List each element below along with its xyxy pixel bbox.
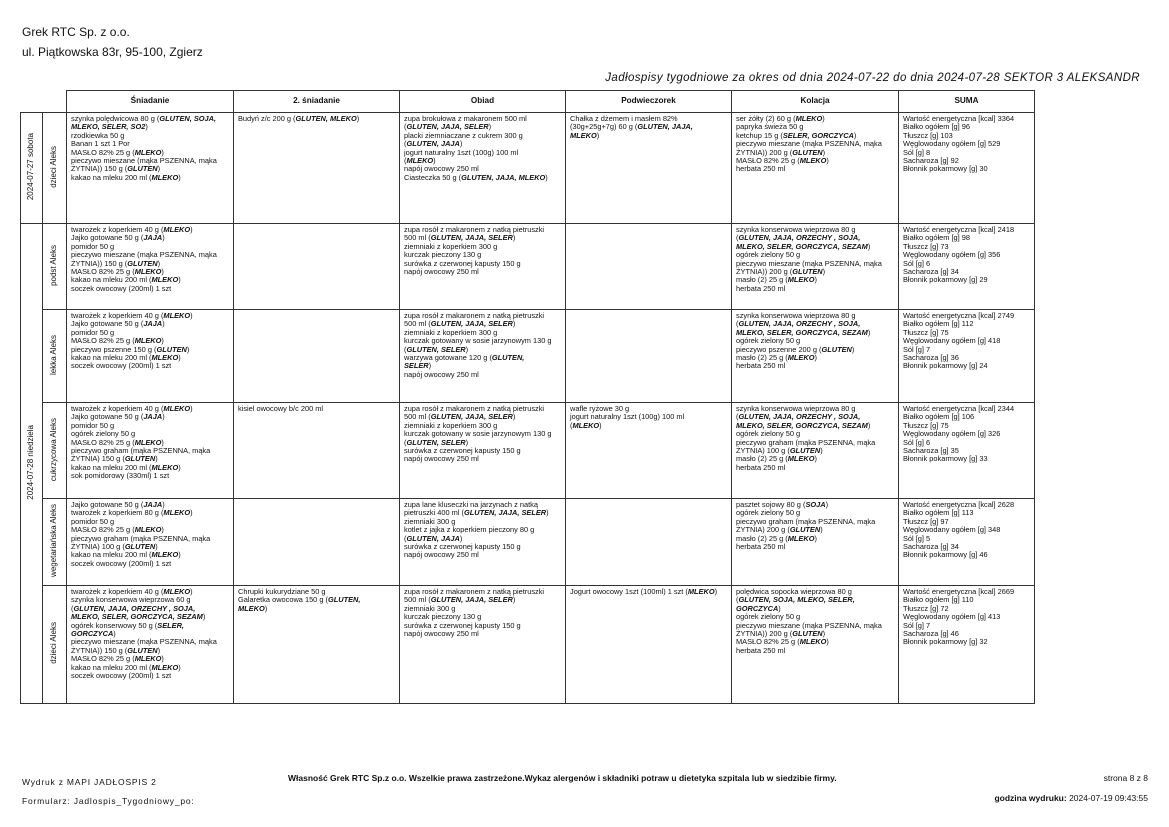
page-number: strona 8 z 8: [1103, 773, 1148, 783]
meal-line: Sacharoza [g] 36: [903, 353, 959, 363]
meal-line: twarożek z koperkiem 80 g (MLEKO): [71, 508, 193, 518]
printout-source: Wydruk z MAPI JADŁOSPIS 2: [22, 777, 157, 787]
meal-line: Sacharoza [g] 92: [903, 156, 959, 166]
meal-line: szynka konserwowa wieprzowa 80 g: [736, 225, 856, 234]
diet-label: [43, 310, 67, 403]
meal-line: zupa brokułowa z makaronem 500 ml: [404, 114, 527, 123]
meal-line: papryka świeża 50 g: [736, 122, 804, 132]
meal-line: Sacharoza [g] 35: [903, 446, 959, 456]
meal-cell-lunch: [400, 499, 566, 586]
meal-cell-second-breakfast: [234, 499, 400, 586]
meal-line: Węglowodany ogółem [g] 326: [903, 429, 1001, 439]
meal-line: Błonnik pokarmowy [g] 33: [903, 454, 988, 464]
meal-line: rzodkiewka 50 g: [71, 130, 125, 140]
diet-label: [43, 499, 67, 586]
meal-line: SELER): [404, 361, 432, 371]
meal-line: Sacharoza [g] 34: [903, 267, 959, 277]
meal-line: Błonnik pokarmowy [g] 24: [903, 361, 988, 371]
meal-line: pieczywo pszenne 200 g (GLUTEN): [736, 344, 855, 354]
meal-line: pieczywo graham (mąka PSZENNA, mąka: [736, 516, 876, 526]
meal-line: ogórek zielony 50 g: [736, 336, 801, 346]
meal-line: Jajko gotowane 50 g (JAJA): [71, 412, 165, 422]
meal-line: pomidor 50 g: [71, 516, 115, 526]
print-time-label: godzina wydruku:: [994, 793, 1067, 803]
meal-line: ogórek konserwowy 50 g (SELER,: [71, 620, 184, 630]
meal-line: wafle ryżowe 30 g: [570, 404, 630, 413]
meal-line: soczek owocowy (200ml) 1 szt: [71, 558, 172, 568]
meal-line: pieczywo graham (mąka PSZENNA, mąka: [736, 437, 876, 447]
diet-label-text: podst Aleks: [49, 244, 59, 286]
diet-label: [43, 224, 67, 310]
meal-line: surówka z czerwonej kapusty 150 g: [404, 258, 521, 268]
diet-label-text: cukrzycowa Aleks: [49, 417, 59, 481]
meal-line: Sól [g] 7: [903, 620, 931, 630]
meal-cell-sum: [899, 586, 1035, 704]
meal-line: herbata 250 ml: [736, 361, 786, 371]
meal-line: MASŁO 82% 25 g (MLEKO): [71, 654, 164, 664]
meal-line: pasztet sojowy 80 g (SOJA): [736, 500, 829, 509]
meal-cell-supper: [732, 224, 899, 310]
meal-line: pieczywo mieszane (mąka PSZENNA, mąka: [736, 620, 882, 630]
menu-table: [20, 90, 1035, 704]
meal-line: Białko ogółem [g] 113: [903, 508, 974, 518]
meal-line: ŻYTNIA)) 150 g (GLUTEN): [71, 645, 161, 655]
diet-label-text: wegetariańska Aleks: [49, 504, 59, 578]
meal-line: MASŁO 82% 25 g (MLEKO): [71, 147, 164, 157]
meal-line: ziemniaki 300 g: [404, 603, 456, 613]
meal-line: Węglowodany ogółem [g] 529: [903, 139, 1001, 149]
meal-cell-sum: [899, 224, 1035, 310]
meal-line: Węglowodany ogółem [g] 348: [903, 525, 1001, 535]
meal-line: Wartość energetyczna [kcal] 2344: [903, 404, 1015, 413]
meal-line: ogórek zielony 50 g: [736, 250, 801, 260]
meal-cell-second-breakfast: [234, 310, 400, 403]
meal-line: zupa rosół z makaronem z natką pietruszki: [404, 225, 545, 234]
meal-line: Banan 1 szt 1 Por: [71, 139, 130, 149]
meal-line: Tłuszcz [g] 103: [903, 130, 953, 140]
meal-line: Jogurt owocowy 1szt (100ml) 1 szt (MLEKO): [570, 587, 718, 596]
meal-line: (GLUTEN, JAJA, ORZECHY , SOJA,: [736, 412, 861, 422]
meal-line: ogórek zielony 50 g: [736, 508, 801, 518]
meal-line: ŻYTNIA)) 200 g (GLUTEN): [736, 267, 826, 277]
meal-line: surówka z czerwonej kapusty 150 g: [404, 542, 521, 552]
meal-line: 500 ml (GLUTEN, JAJA, SELER): [404, 319, 516, 329]
diet-label: [43, 113, 67, 224]
meal-line: ŻYTNIA)) 200 g (GLUTEN): [736, 629, 826, 639]
meal-line: Błonnik pokarmowy [g] 46: [903, 550, 988, 560]
meal-cell-lunch: [400, 224, 566, 310]
meal-row: [21, 310, 1035, 403]
meal-line: (30g+25g+7g) 60 g (GLUTEN, JAJA,: [570, 122, 693, 132]
corner-cell: [21, 91, 67, 113]
meal-cell-second-breakfast: [234, 224, 400, 310]
meal-cell-breakfast: [67, 403, 234, 499]
meal-line: soczek owocowy (200ml) 1 szt: [71, 671, 172, 681]
meal-line: (MLEKO): [570, 420, 602, 430]
diet-label-text: dzieci Aleks: [49, 622, 59, 665]
meal-cell-afternoon-snack: [566, 113, 732, 224]
meal-line: MLEKO): [238, 603, 268, 613]
meal-cell-lunch: [400, 113, 566, 224]
meal-line: Chrupki kukurydziane 50 g: [238, 587, 326, 596]
meal-line: polędwica sopocka wieprzowa 80 g: [736, 587, 852, 596]
meal-line: napój owocowy 250 ml: [404, 164, 479, 174]
meal-line: surówka z czerwonej kapusty 150 g: [404, 620, 521, 630]
meal-line: Wartość energetyczna [kcal] 3364: [903, 114, 1015, 123]
meal-line: ziemniaki z koperkiem 300 g: [404, 241, 498, 251]
meal-line: kurczak gotowany w sosie jarzynowym 130 g: [404, 429, 552, 439]
meal-line: sok pomidorowy (330ml) 1 szt: [71, 471, 170, 481]
meal-line: MASŁO 82% 25 g (MLEKO): [736, 156, 829, 166]
meal-line: ŻYTNIA) 100 g (GLUTEN): [71, 542, 158, 552]
meal-row: [21, 113, 1035, 224]
meal-cell-breakfast: [67, 310, 234, 403]
meal-line: kakao na mleku 200 ml (MLEKO): [71, 550, 181, 560]
meal-cell-afternoon-snack: [566, 499, 732, 586]
meal-line: MLEKO, SELER, GORCZYCA, SEZAM): [736, 420, 871, 430]
meal-line: Jajko gotowane 50 g (JAJA): [71, 319, 165, 329]
meal-line: Węglowodany ogółem [g] 356: [903, 250, 1001, 260]
meal-cell-breakfast: [67, 113, 234, 224]
meal-line: MASŁO 82% 25 g (MLEKO): [736, 637, 829, 647]
meal-line: Tłuszcz [g] 73: [903, 241, 949, 251]
meal-line: MLEKO, SELER, GORCZYCA, SEZAM): [736, 327, 871, 337]
meal-line: jogurt naturalny 1szt (100g) 100 ml: [404, 147, 519, 157]
meal-line: Tłuszcz [g] 75: [903, 420, 949, 430]
meal-cell-breakfast: [67, 499, 234, 586]
meal-line: masło (2) 25 g (MLEKO): [736, 353, 817, 363]
meal-line: ogórek zielony 50 g: [736, 612, 801, 622]
meal-line: herbata 250 ml: [736, 283, 786, 293]
meal-line: napój owocowy 250 ml: [404, 267, 479, 277]
meal-line: MASŁO 82% 25 g (MLEKO): [71, 437, 164, 447]
meal-line: twarożek z koperkiem 40 g (MLEKO): [71, 311, 193, 320]
meal-line: kakao na mleku 200 ml (MLEKO): [71, 353, 181, 363]
meal-line: (MLEKO): [404, 156, 436, 166]
meal-cell-supper: [732, 499, 899, 586]
meal-line: kakao na mleku 200 ml (MLEKO): [71, 662, 181, 672]
meal-row: [21, 499, 1035, 586]
meal-line: kurczak pieczony 130 g: [404, 250, 482, 260]
meal-line: Wartość energetyczna [kcal] 2418: [903, 225, 1015, 234]
meal-line: ŻYTNIA)) 150 g (GLUTEN): [71, 164, 161, 174]
meal-line: MASŁO 82% 25 g (MLEKO): [71, 267, 164, 277]
company-name: Grek RTC Sp. z o.o.: [22, 25, 130, 39]
meal-cell-supper: [732, 310, 899, 403]
meal-line: pieczywo mieszane (mąka PSZENNA, mąka: [71, 637, 217, 647]
diet-label-text: dzieci Aleks: [49, 145, 59, 188]
meal-line: pietruszki 400 ml (GLUTEN, JAJA, SELER): [404, 508, 549, 518]
meal-line: pieczywo mieszane (mąka PSZENNA, mąka: [736, 258, 882, 268]
meal-line: kurczak gotowany w sosie jarzynowym 130 g: [404, 336, 552, 346]
meal-line: pieczywo graham (mąka PSZENNA, mąka: [71, 446, 211, 456]
footer-left: [22, 773, 195, 811]
meal-cell-lunch: [400, 310, 566, 403]
header-row: [21, 91, 1035, 113]
meal-line: (GLUTEN, JAJA): [404, 139, 463, 149]
meal-line: ŻYTNIA) 200 g (GLUTEN): [736, 525, 823, 535]
meal-line: pieczywo mieszane (mąka PSZENNA, mąka: [71, 250, 217, 260]
meal-line: napój owocowy 250 ml: [404, 550, 479, 560]
meal-cell-breakfast: [67, 224, 234, 310]
meal-line: szynka konserwowa wieprzowa 60 g: [71, 595, 191, 605]
meal-line: (GLUTEN, JAJA): [404, 533, 463, 543]
meal-line: Ciasteczka 50 g (GLUTEN, JAJA, MLEKO): [404, 172, 548, 182]
meal-line: pieczywo graham (mąka PSZENNA, mąka: [71, 533, 211, 543]
meal-line: kakao na mleku 200 ml (MLEKO): [71, 462, 181, 472]
meal-line: pieczywo mieszane (mąka PSZENNA, mąka: [736, 139, 882, 149]
meal-cell-afternoon-snack: [566, 310, 732, 403]
meal-line: ogórek zielony 50 g: [736, 429, 801, 439]
meal-line: Tłuszcz [g] 97: [903, 516, 949, 526]
meal-line: GORCZYCA): [736, 603, 781, 613]
col-header-lunch: Obiad: [400, 91, 566, 113]
meal-cell-sum: [899, 113, 1035, 224]
meal-line: zupa rosół z makaronem z natką pietruszki: [404, 404, 545, 413]
meal-line: zupa lane kluseczki na jarzynach z natką: [404, 500, 538, 509]
meal-line: Jajko gotowane 50 g (JAJA): [71, 233, 165, 243]
meal-line: pieczywo mieszane (mąka PSZENNA, mąka: [71, 156, 217, 166]
meal-line: (GLUTEN, SOJA, MLEKO, SELER,: [736, 595, 855, 605]
meal-line: kurczak pieczony 130 g: [404, 612, 482, 622]
meal-line: herbata 250 ml: [736, 462, 786, 472]
meal-line: ŻYTNIA)) 150 g (GLUTEN): [71, 258, 161, 268]
menu-table-body: [21, 113, 1035, 704]
col-header-sum: SUMA: [899, 91, 1035, 113]
meal-line: herbata 250 ml: [736, 164, 786, 174]
meal-cell-supper: [732, 113, 899, 224]
diet-label: [43, 403, 67, 499]
meal-line: Węglowodany ogółem [g] 413: [903, 612, 1001, 622]
meal-line: kotlet z jajka z koperkiem pieczony 80 g: [404, 525, 535, 535]
meal-line: Chałka z dżemem i masłem 82%: [570, 114, 678, 123]
meal-line: ziemniaki 300 g: [404, 516, 456, 526]
meal-line: pomidor 50 g: [71, 420, 115, 430]
meal-line: ŻYTNIA) 100 g (GLUTEN): [736, 446, 823, 456]
meal-line: surówka z czerwonej kapusty 150 g: [404, 446, 521, 456]
meal-line: Wartość energetyczna [kcal] 2628: [903, 500, 1015, 509]
meal-line: soczek owocowy (200ml) 1 szt: [71, 361, 172, 371]
meal-line: Sól [g] 8: [903, 147, 931, 157]
meal-row: [21, 586, 1035, 704]
meal-line: 500 ml (GLUTEN, JAJA, SELER): [404, 233, 516, 243]
meal-line: ziemniaki z koperkiem 300 g: [404, 420, 498, 430]
meal-line: ŻYTNIA)) 200 g (GLUTEN): [736, 147, 826, 157]
meal-line: placki ziemniaczane z cukrem 300 g: [404, 130, 523, 140]
meal-cell-afternoon-snack: [566, 403, 732, 499]
print-time: [994, 793, 1148, 803]
meal-line: twarożek z koperkiem 40 g (MLEKO): [71, 404, 193, 413]
company-address: ul. Piątkowska 83r, 95-100, Zgierz: [22, 45, 203, 59]
meal-row: [21, 403, 1035, 499]
meal-line: napój owocowy 250 ml: [404, 454, 479, 464]
meal-line: Galaretka owocowa 150 g (GLUTEN,: [238, 595, 361, 605]
meal-line: zupa rosół z makaronem z natką pietruszki: [404, 311, 545, 320]
meal-line: Białko ogółem [g] 96: [903, 122, 970, 132]
meal-cell-sum: [899, 403, 1035, 499]
meal-line: MLEKO): [570, 130, 600, 140]
meal-line: twarożek z koperkiem 40 g (MLEKO): [71, 587, 193, 596]
meal-line: (GLUTEN, JAJA, ORZECHY , SOJA,: [736, 233, 861, 243]
diet-label-text: lekka Aleks: [49, 334, 59, 375]
meal-line: kisiel owocowy b/c 200 ml: [238, 404, 324, 413]
meal-line: masło (2) 25 g (MLEKO): [736, 454, 817, 464]
meal-line: Jajko gotowane 50 g (JAJA): [71, 500, 165, 509]
company-info: [22, 22, 203, 62]
meal-line: Tłuszcz [g] 75: [903, 327, 949, 337]
meal-line: twarożek z koperkiem 40 g (MLEKO): [71, 225, 193, 234]
meal-line: (GLUTEN, JAJA, ORZECHY , SOJA,: [736, 319, 861, 329]
page-title: Jadłospisy tygodniowe za okres od dnia 2024-07-22 do dnia 2024-07-28 SEKTOR 3 ALEKSANDR: [605, 72, 1140, 84]
meal-line: pomidor 50 g: [71, 241, 115, 251]
meal-line: Tłuszcz [g] 72: [903, 603, 949, 613]
meal-line: Wartość energetyczna [kcal] 2669: [903, 587, 1015, 596]
meal-line: ogórek zielony 50 g: [71, 429, 136, 439]
meal-line: (GLUTEN, SELER): [404, 344, 469, 354]
meal-line: (GLUTEN, SELER): [404, 437, 469, 447]
meal-line: warzywa gotowane 120 g (GLUTEN,: [404, 353, 525, 363]
meal-line: Błonnik pokarmowy [g] 30: [903, 164, 988, 174]
meal-line: Wartość energetyczna [kcal] 2749: [903, 311, 1015, 320]
meal-line: ser żółty (2) 60 g (MLEKO): [736, 114, 825, 123]
meal-line: masło (2) 25 g (MLEKO): [736, 533, 817, 543]
meal-line: Węglowodany ogółem [g] 418: [903, 336, 1001, 346]
meal-line: kakao na mleku 200 ml (MLEKO): [71, 275, 181, 285]
meal-line: Białko ogółem [g] 112: [903, 319, 974, 329]
meal-line: masło (2) 25 g (MLEKO): [736, 275, 817, 285]
meal-line: Błonnik pokarmowy [g] 32: [903, 637, 988, 647]
day-label: [21, 113, 43, 224]
meal-line: szynka konserwowa wieprzowa 80 g: [736, 404, 856, 413]
meal-cell-lunch: [400, 586, 566, 704]
meal-cell-supper: [732, 403, 899, 499]
col-header-second-breakfast: 2. śniadanie: [234, 91, 400, 113]
ownership-notice: Własność Grek RTC Sp.z o.o. Wszelkie prawa zastrzeżone.Wykaz alergenów i składniki potraw u dietetyka szpitala lub w siedzibie firmy.: [288, 773, 837, 783]
meal-cell-breakfast: [67, 586, 234, 704]
meal-line: szynka polędwicowa 80 g (GLUTEN, SOJA,: [71, 114, 216, 123]
meal-line: 500 ml (GLUTEN, JAJA, SELER): [404, 595, 516, 605]
meal-cell-sum: [899, 499, 1035, 586]
meal-cell-afternoon-snack: [566, 586, 732, 704]
meal-line: Sacharoza [g] 46: [903, 629, 959, 639]
meal-line: Białko ogółem [g] 98: [903, 233, 970, 243]
meal-line: Sól [g] 6: [903, 258, 931, 268]
meal-line: Sacharoza [g] 34: [903, 542, 959, 552]
meal-line: herbata 250 ml: [736, 645, 786, 655]
print-time-value: 2024-07-19 09:43:55: [1069, 793, 1148, 803]
meal-line: MLEKO, SELER, GORCZYCA, SEZAM): [736, 241, 871, 251]
meal-line: Sól [g] 7: [903, 344, 931, 354]
meal-line: szynka konserwowa wieprzowa 80 g: [736, 311, 856, 320]
meal-line: GORCZYCA): [71, 629, 116, 639]
meal-line: Białko ogółem [g] 106: [903, 412, 975, 422]
meal-cell-second-breakfast: [234, 113, 400, 224]
meal-row: [21, 224, 1035, 310]
day-label-text: 2024-07-27 sobota: [26, 133, 36, 201]
meal-line: zupa rosół z makaronem z natką pietruszki: [404, 587, 545, 596]
day-label: [21, 224, 43, 704]
meal-cell-second-breakfast: [234, 586, 400, 704]
meal-line: pieczywo pszenne 150 g (GLUTEN): [71, 344, 190, 354]
meal-line: ziemniaki z koperkiem 300 g: [404, 327, 498, 337]
meal-cell-supper: [732, 586, 899, 704]
meal-line: jogurt naturalny 1szt (100g) 100 ml: [570, 412, 685, 422]
meal-line: MASŁO 82% 25 g (MLEKO): [71, 336, 164, 346]
col-header-breakfast: Śniadanie: [67, 91, 234, 113]
meal-line: (GLUTEN, JAJA, SELER): [404, 122, 492, 132]
meal-line: Błonnik pokarmowy [g] 29: [903, 275, 988, 285]
meal-line: Sól [g] 6: [903, 437, 931, 447]
meal-line: (GLUTEN, JAJA, ORZECHY , SOJA,: [71, 603, 196, 613]
meal-cell-sum: [899, 310, 1035, 403]
meal-line: ŻYTNIA) 150 g (GLUTEN): [71, 454, 158, 464]
meal-line: napój owocowy 250 ml: [404, 369, 479, 379]
meal-cell-second-breakfast: [234, 403, 400, 499]
meal-line: MLEKO, SELER, SO2): [71, 122, 148, 132]
meal-line: MLEKO, SELER, GORCZYCA, SEZAM): [71, 612, 206, 622]
meal-line: MASŁO 82% 25 g (MLEKO): [71, 525, 164, 535]
day-label-text: 2024-07-28 niedziela: [26, 424, 36, 500]
meal-line: Białko ogółem [g] 110: [903, 595, 974, 605]
meal-line: herbata 250 ml: [736, 542, 786, 552]
meal-cell-afternoon-snack: [566, 224, 732, 310]
col-header-supper: Kolacja: [732, 91, 899, 113]
meal-line: napój owocowy 250 ml: [404, 629, 479, 639]
diet-label: [43, 586, 67, 704]
form-name: Formularz: Jadlospis_Tygodniowy_po:: [22, 796, 195, 806]
meal-line: kakao na mleku 200 ml (MLEKO): [71, 172, 181, 182]
meal-line: ketchup 15 g (SELER, GORCZYCA): [736, 130, 857, 140]
meal-line: pomidor 50 g: [71, 327, 115, 337]
col-header-afternoon-snack: Podwieczorek: [566, 91, 732, 113]
meal-line: 500 ml (GLUTEN, JAJA, SELER): [404, 412, 516, 422]
meal-line: soczek owocowy (200ml) 1 szt: [71, 283, 172, 293]
meal-cell-lunch: [400, 403, 566, 499]
meal-line: Sól [g] 5: [903, 533, 931, 543]
meal-line: Budyń z/c 200 g (GLUTEN, MLEKO): [238, 114, 360, 123]
